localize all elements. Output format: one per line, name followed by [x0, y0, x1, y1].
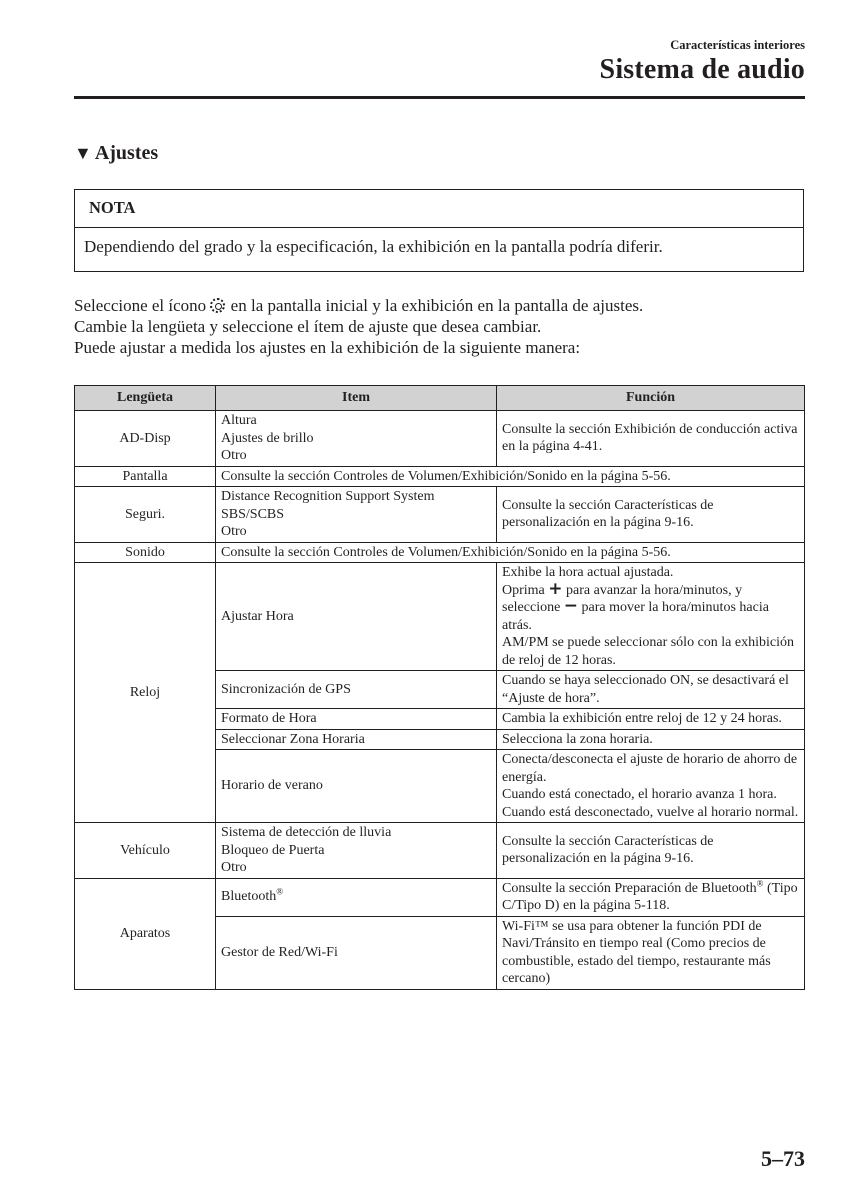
function-cell [497, 878, 805, 916]
intro-paragraph [74, 295, 814, 358]
item-line: Altura [221, 413, 257, 428]
function-cell: Cambia la exhibición entre reloj de 12 y 24 horas. [497, 709, 805, 730]
header-divider [74, 96, 805, 99]
page-title: Sistema de audio [599, 54, 805, 85]
tab-cell: AD-Disp [75, 411, 216, 467]
table-row [75, 466, 805, 487]
section-heading [74, 142, 158, 165]
col-header-item: Item [216, 386, 497, 411]
item-cell [216, 878, 497, 916]
item-cell: Sincronización de GPS [216, 671, 497, 709]
tab-cell: Seguri. [75, 487, 216, 543]
merged-cell: Consulte la sección Controles de Volumen/Exhibición/Sonido en la página 5-56. [216, 542, 805, 563]
settings-gear-icon [210, 298, 225, 313]
function-text: Oprima [502, 582, 549, 598]
function-text: seleccione [502, 600, 564, 615]
item-line: Ajustes de brillo [221, 430, 314, 446]
tab-cell: Reloj [75, 563, 216, 823]
intro-line-1-post: en la pantalla inicial y la exhibición en la pantalla de ajustes. [226, 296, 644, 315]
item-cell [216, 823, 497, 879]
intro-line-1-pre: Seleccione el ícono [74, 296, 211, 315]
intro-line-2: Cambie la lengüeta y seleccione el ítem de ajuste que desea cambiar. [74, 317, 542, 336]
table-row [75, 563, 805, 671]
table-row [75, 542, 805, 563]
tab-cell: Sonido [75, 542, 216, 563]
page-number: 5–73 [761, 1146, 805, 1171]
table-row [75, 411, 805, 467]
item-line: Otro [221, 524, 247, 539]
table-row [75, 878, 805, 916]
function-text: (Tipo C/Tipo D) en la página 5-118. [502, 880, 798, 913]
plus-icon: + [548, 578, 563, 599]
col-header-function: Función [497, 386, 805, 411]
item-cell: Gestor de Red/Wi-Fi [216, 916, 497, 989]
table-header-row [75, 386, 805, 411]
item-cell: Ajustar Hora [216, 563, 497, 671]
item-line: Bloqueo de Puerta [221, 842, 325, 858]
section-heading-text: Ajustes [94, 142, 159, 164]
function-cell [497, 750, 805, 823]
settings-table [74, 385, 805, 990]
tab-cell: Vehículo [75, 823, 216, 879]
chapter-label: Características interiores [670, 38, 805, 52]
function-cell: Selecciona la zona horaria. [497, 729, 805, 750]
function-cell: Consulte la sección Exhibición de conducción activa en la página 4-41. [497, 411, 805, 467]
minus-icon: − [563, 596, 579, 616]
item-line: Distance Recognition Support System [221, 489, 435, 504]
intro-line-1 [74, 295, 814, 316]
table-row [75, 823, 805, 879]
note-box [74, 189, 804, 272]
note-text: Dependiendo del grado y la especificación, la exhibición en la pantalla podría diferir. [84, 237, 663, 256]
function-line [502, 578, 799, 600]
function-line: Conecta/desconecta el ajuste de horario de ahorro de energía. [502, 752, 798, 785]
function-cell: Consulte la sección Características de personalización en la página 9-16. [497, 823, 805, 879]
item-text: Bluetooth [221, 889, 277, 905]
function-cell: Cuando se haya seleccionado ON, se desactivará el “Ajuste de hora”. [497, 671, 805, 709]
function-text: para avanzar la hora/minutos, y [562, 582, 743, 598]
tab-cell: Pantalla [75, 466, 216, 487]
intro-line-3: Puede ajustar a medida los ajustes en la exhibición de la siguiente manera: [74, 338, 581, 357]
note-heading: NOTA [75, 190, 803, 228]
table-row [75, 487, 805, 543]
item-cell: Seleccionar Zona Horaria [216, 729, 497, 750]
item-line: SBS/SCBS [221, 506, 285, 522]
item-cell [216, 487, 497, 543]
item-line: Otro [221, 860, 247, 875]
item-cell [216, 411, 497, 467]
item-line: Sistema de detección de lluvia [221, 825, 392, 840]
function-text: para mover la hora/minutos hacia atrás. [502, 600, 769, 633]
function-cell: Consulte la sección Características de personalización en la página 9-16. [497, 487, 805, 543]
tab-cell: Aparatos [75, 878, 216, 989]
function-line [502, 596, 799, 634]
function-line: Exhibe la hora actual ajustada. [502, 565, 674, 580]
item-line: Otro [221, 448, 247, 463]
function-cell [497, 563, 805, 671]
function-text: Consulte la sección Preparación de Bluetooth [502, 880, 757, 896]
item-cell: Horario de verano [216, 750, 497, 823]
col-header-tab: Lengüeta [75, 386, 216, 411]
function-line: AM/PM se puede seleccionar sólo con la exhibición de reloj de 12 horas. [502, 635, 794, 668]
registered-mark: ® [276, 886, 284, 897]
function-line: Cuando está conectado, el horario avanza 1 hora. Cuando está desconectado, vuelve al horario normal. [502, 787, 799, 820]
item-cell: Formato de Hora [216, 709, 497, 730]
merged-cell: Consulte la sección Controles de Volumen/Exhibición/Sonido en la página 5-56. [216, 466, 805, 487]
function-cell: Wi-Fi™ se usa para obtener la función PDI de Navi/Tránsito en tiempo real (Como precios de combustible, estado del tiempo, restaurante más cercano) [497, 916, 805, 989]
registered-mark: ® [756, 877, 764, 888]
triangle-down-icon: ▼ [74, 143, 92, 163]
